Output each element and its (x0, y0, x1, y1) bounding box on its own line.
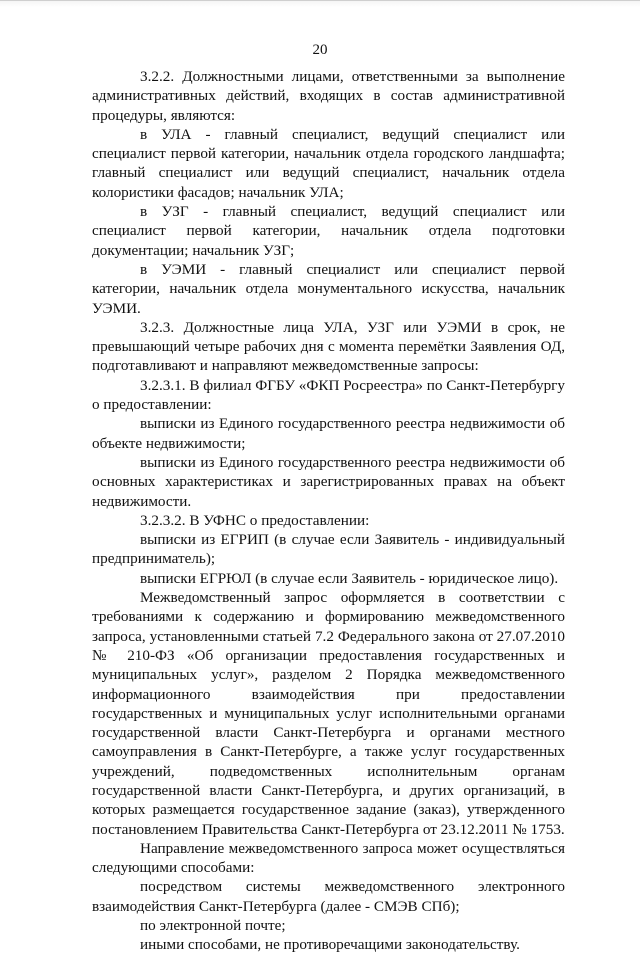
paragraph-egrn-rights: выписки из Единого государственного реестра недвижимости об основных характеристиках и зарегистрированных правах на объект недвижимости. (92, 453, 565, 510)
paragraph-3-2-2: 3.2.2. Должностными лицами, ответственными за выполнение административных действий, входящих в состав административной процедуры, являются: (92, 68, 565, 124)
document-body (92, 67, 565, 955)
paragraph-ula-officials: в УЛА - главный специалист, ведущий специалист или специалист первой категории, начальник отдела городского ландшафта; главный специалист или ведущий специалист, начальник отдела колористики фасадов; начальник УЛА; (92, 125, 565, 201)
paragraph-egrip: выписки из ЕГРИП (в случае если Заявитель - индивидуальный предприниматель); (92, 531, 565, 568)
paragraph-egrn-object: выписки из Единого государственного реестра недвижимости об объекте недвижимости; (92, 415, 565, 452)
paragraph-interagency-request: Межведомственный запрос оформляется в соответствии с требованиями к содержанию и формированию межведомственного запроса, установленными статьей 7.2 Федерального закона от 27.07.2010 № 210-ФЗ «Об организации предоставления государственных и муниципальных услуг», разделом 2 Порядка межведомственного информационного взаимодействия при предоставлении государственных и муниципальных услуг исполнительными органами государственной власти Санкт-Петербурга и органами местного самоуправления в Санкт-Петербурге, а также услуг государственных учреждений, подведомственных исполнительным органам государственной власти Санкт-Петербурга, и других организаций, в которых размещается государственное задание (заказ), утвержденного постановлением Правительства Санкт-Петербурга от 23.12.2011 № 1753. (92, 589, 565, 838)
paragraph-egrul: выписки ЕГРЮЛ (в случае если Заявитель - юридическое лицо). (140, 569, 559, 587)
paragraph-other-methods: иными способами, не противоречащими законодательству. (140, 936, 520, 954)
paragraph-request-methods: Направление межведомственного запроса может осуществляться следующими способами: (92, 839, 565, 877)
scan-top-edge (0, 0, 640, 7)
paragraph-smev: посредством системы межведомственного электронного взаимодействия Санкт-Петербурга (далее - СМЭВ СПб); (92, 878, 565, 915)
paragraph-uzg-officials: в УЗГ - главный специалист, ведущий специалист или специалист первой категории, начальник отдела подготовки документации; начальник УЗГ; (92, 203, 565, 259)
paragraph-email: по электронной почте; (140, 917, 286, 935)
paragraph-3-2-3: 3.2.3. Должностные лица УЛА, УЗГ или УЭМИ в срок, не превышающий четыре рабочих дня с момента перемётки Заявления ОД, подготавливают и направляют межведомственные запросы: (92, 318, 565, 375)
page-number: 20 (312, 42, 328, 58)
paragraph-3-2-3-2: 3.2.3.2. В УФНС о предоставлении: (140, 511, 370, 529)
paragraph-uemi-officials: в УЭМИ - главный специалист или специалист первой категории, начальник отдела монументального искусства, начальник УЭМИ. (92, 260, 565, 317)
paragraph-3-2-3-1: 3.2.3.1. В филиал ФГБУ «ФКП Росреестра» по Санкт-Петербургу о предоставлении: (92, 376, 565, 414)
